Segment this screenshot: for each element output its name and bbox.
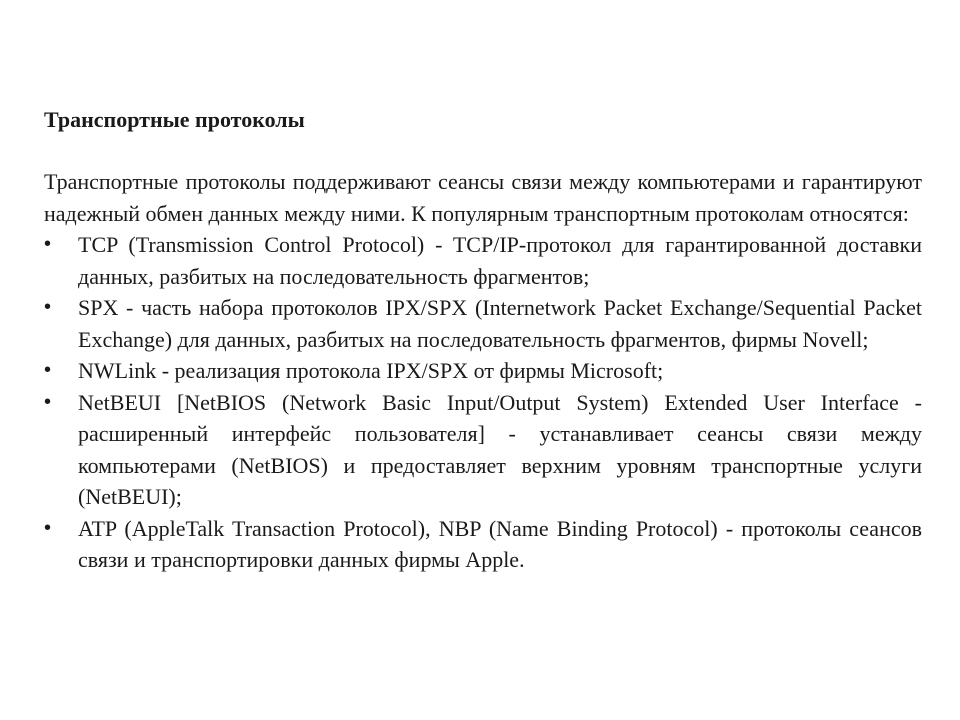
list-item-netbeui [44,387,922,513]
protocol-list [44,229,922,576]
list-item-spx [44,292,922,355]
bullet-icon: • [44,233,52,255]
list-item-atp [44,513,922,576]
bullet-icon: • [44,390,52,413]
list-item-text: NetBEUI [NetBIOS (Network Basic Input/Output System) Extended User Interface - расширенный интерфейс пользователя] - устанавливает сеансы связи между компьютерами (NetBIOS) и предоставляет верхним уровням транспортные услуги (NetBEUI); [78,389,922,509]
slide-content [44,104,922,576]
list-item-text: ATP (AppleTalk Transaction Protocol), NBP (Name Binding Protocol) - протоколы сеансов связи и транспортировки данных фирмы Apple. [78,515,922,572]
list-item-nwlink [44,355,922,387]
list-item-text: NWLink - реализация протокола IPX/SPX от фирмы Microsoft; [78,358,664,383]
bullet-icon: • [44,296,52,318]
list-item-text: SPX - часть набора протоколов IPX/SPX (Internetwork Packet Exchange/Sequential Packet Exchange) для данных, разбитых на последовательность фрагментов, фирмы Novell; [78,295,922,352]
bullet-icon: • [44,359,52,381]
slide-heading: Транспортные протоколы [44,107,305,132]
list-item-tcp [44,229,922,292]
list-item-text: TCP (Transmission Control Protocol) - TCP/IP-протокол для гарантированной доставки данных, разбитых на последовательность фрагментов; [78,232,922,289]
intro-paragraph: Транспортные протоколы поддерживают сеансы связи между компьютерами и гарантируют надежный обмен данных между ними. К популярным транспортным протоколам относятся: [44,169,922,226]
bullet-icon: • [44,516,52,539]
